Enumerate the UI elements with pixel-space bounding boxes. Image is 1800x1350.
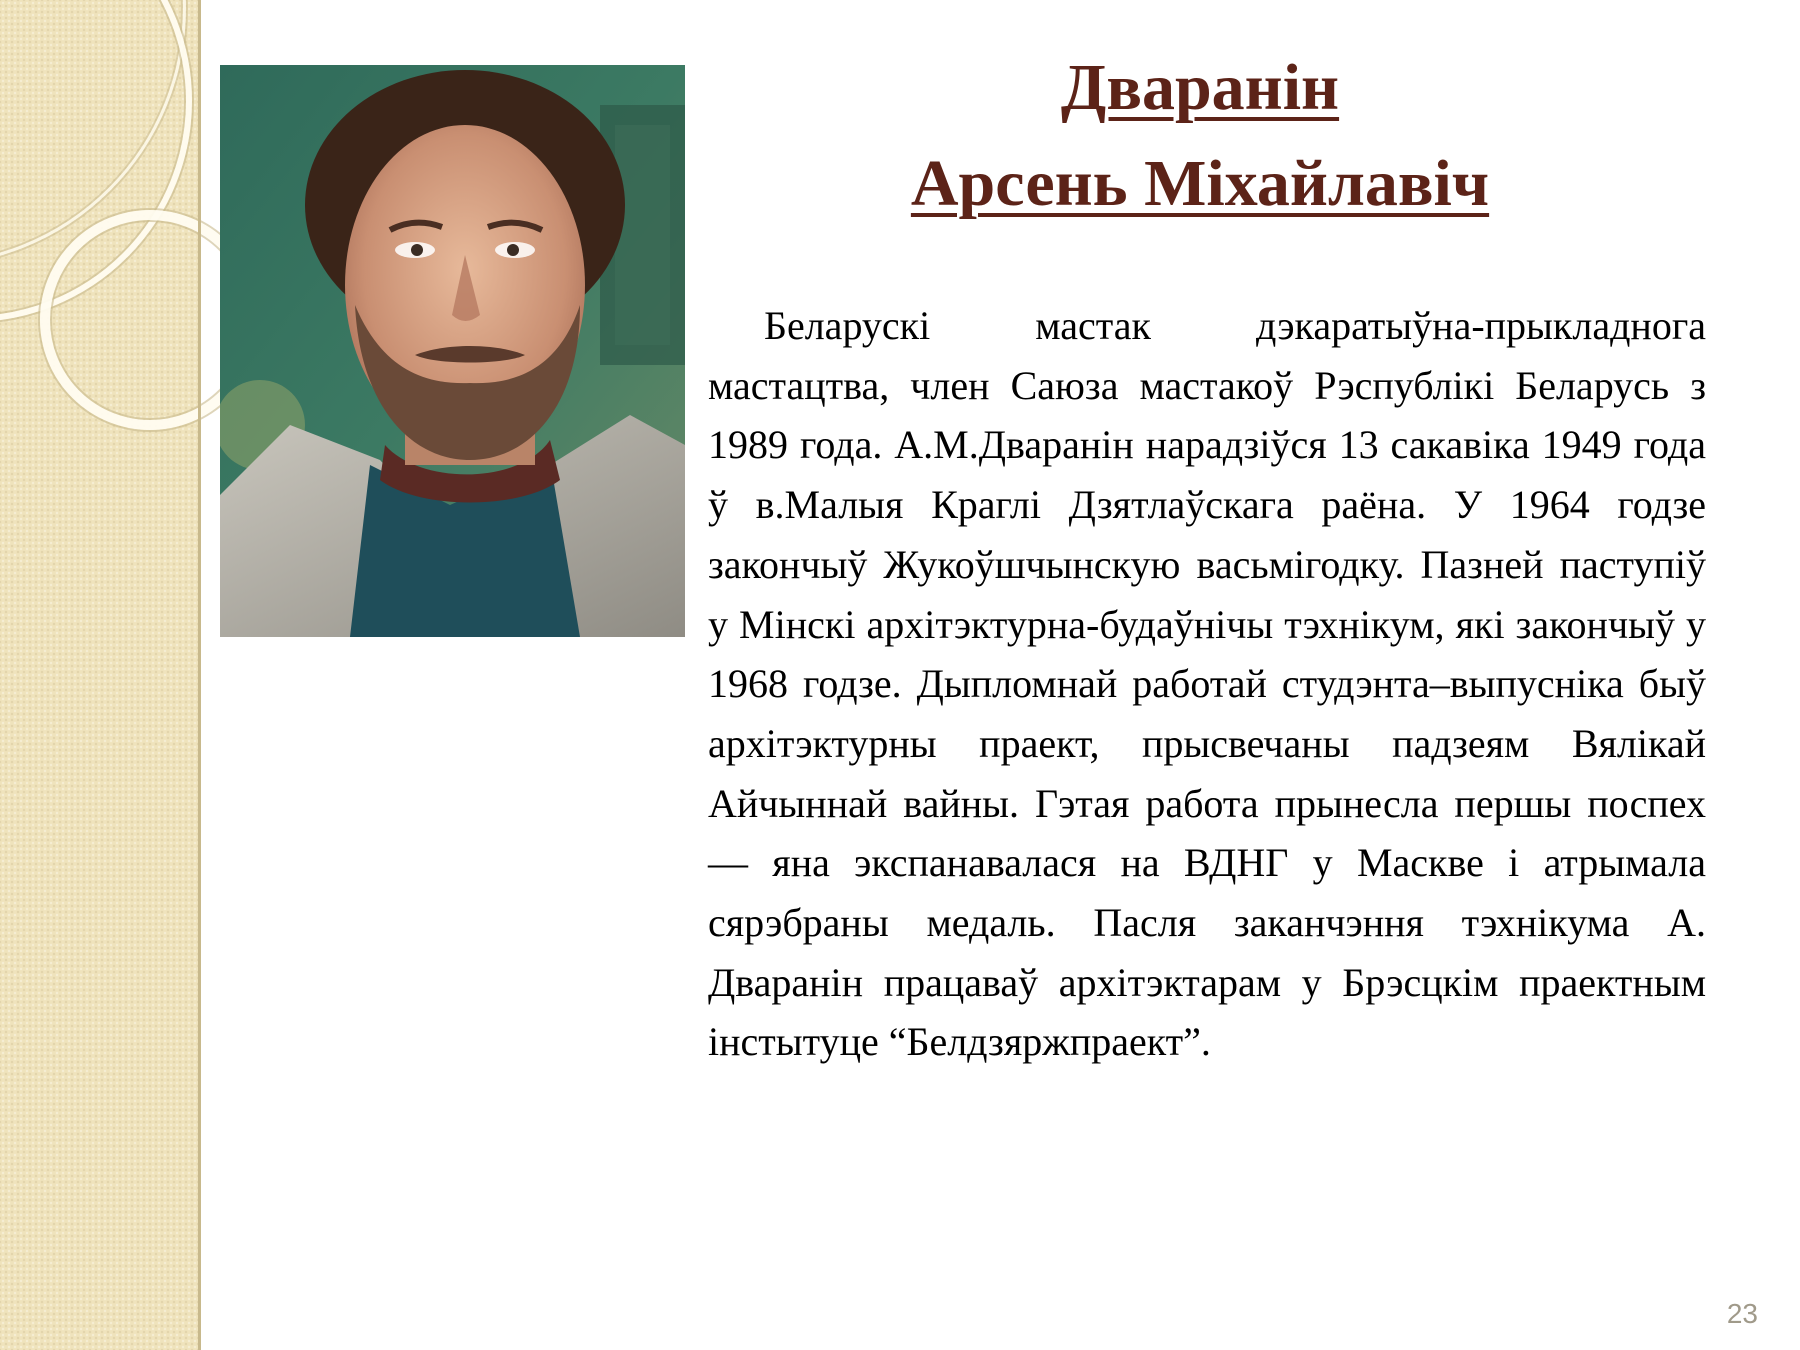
decorative-side-band: [0, 0, 198, 1350]
portrait-photo: [220, 65, 685, 637]
slide-title: [700, 40, 1700, 232]
biography-paragraph: Беларускі мастак дэкаратыўна-прыкладнога мастацтва, член Саюза мастакоў Рэспублікі Беларусь з 1989 года. А.М.Дваранін нарадзіўся 13 сакавіка 1949 года ў в.Малыя Краглі Дзятлаўскага раёна. У 1964 годзе закончыў Жукоўшчынскую васьмігодку. Пазней паступіў у Мінскі архітэктурна-будаўнічы тэхнікум, які закончыў у 1968 годзе. Дыпломнай работай студэнта–выпусніка быў архітэктурны праект, прысвечаны падзеям Вялікай Айчыннай вайны. Гэтая работа прынесла першы поспех — яна экспанавалася на ВДНГ у Маскве і атрымала сярэбраны медаль. Пасля заканчэння тэхнікума А. Дваранін працаваў архітэктарам у Брэсцкім праектным інстытуце “Белдзяржпраект”.: [708, 303, 1706, 1065]
title-given-names: Арсень Міхайлавіч: [910, 147, 1490, 220]
band-divider: [198, 0, 201, 1350]
title-surname: Дваранін: [1060, 51, 1340, 124]
slide-number: 23: [1726, 1298, 1758, 1329]
